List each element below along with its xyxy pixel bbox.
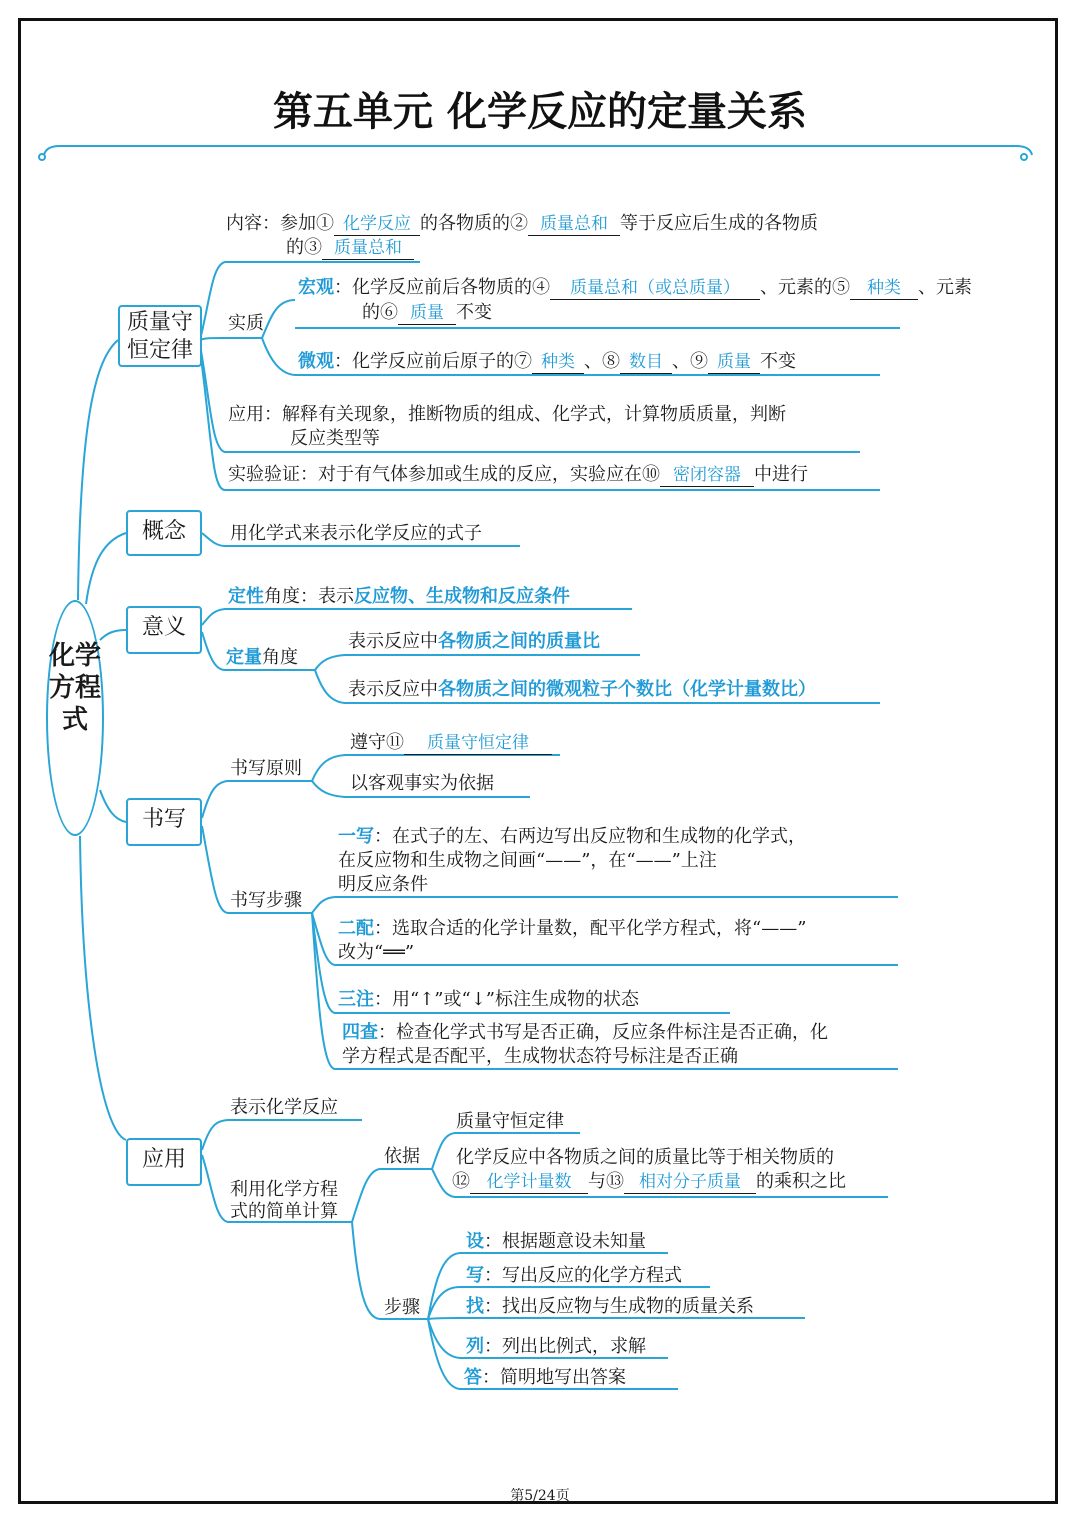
- blank-3: 质量总和: [322, 237, 414, 260]
- node-application: [126, 1138, 202, 1186]
- application-basis-label: 依据: [384, 1146, 420, 1167]
- application-steps-label: 步骤: [384, 1297, 420, 1318]
- writing-p1: 遵守⑪ 质量守恒定律: [350, 731, 552, 755]
- micro-line: 微观：化学反应前后原子的⑦ 种类 、⑧ 数目 、⑨ 质量 不变: [298, 351, 796, 372]
- meaning-q2: 表示反应中各物质之间的微观粒子个数比（化学计量数比）: [348, 679, 816, 700]
- link-essence-macro: [262, 300, 295, 338]
- blank-12: 化学计量数: [470, 1171, 588, 1194]
- link-writing-principle: [202, 781, 312, 818]
- application-b1: 质量守恒定律: [456, 1111, 564, 1132]
- law-experiment: 实验验证：对于有气体参加或生成的反应，实验应在⑩ 密闭容器 中进行: [228, 464, 808, 485]
- writing-s4-line2: 学方程式是否配平，生成物状态符号标注是否正确: [342, 1046, 738, 1067]
- node-writing-label: 书写: [141, 807, 186, 832]
- application-a2-line1: 利用化学方程: [230, 1179, 338, 1200]
- link-center-writing: [100, 790, 126, 822]
- application-st5: 答：简明地写出答案: [464, 1367, 626, 1388]
- application-st3: 找：找出反应物与生成物的质量关系: [466, 1296, 754, 1317]
- application-b2-line1: 化学反应中各物质之间的质量比等于相关物质的: [456, 1147, 834, 1168]
- blank-10: 密闭容器: [660, 464, 754, 487]
- blank-2: 质量总和: [528, 213, 620, 236]
- writing-steps-label: 书写步骤: [230, 890, 302, 911]
- blank-9: 质量: [708, 351, 760, 374]
- title-rule-end-left: [39, 154, 45, 160]
- concept-text: 用化学式来表示化学反应的式子: [230, 523, 482, 544]
- title-rule-end-right: [1021, 154, 1027, 160]
- macro-line2: 的⑥ 质量 不变: [362, 302, 492, 323]
- node-meaning-label: 意义: [141, 615, 186, 640]
- node-concept: [126, 510, 202, 556]
- law-content-line2: 的③ 质量总和: [286, 236, 414, 260]
- blank-8: 数目: [620, 351, 672, 374]
- writing-s2-line2: 改为“══”: [338, 942, 415, 963]
- center-label: 化学方程式: [48, 641, 101, 735]
- node-meaning: [126, 606, 202, 654]
- application-a1: 表示化学反应: [230, 1097, 338, 1118]
- blank-11: 质量守恒定律: [404, 732, 552, 755]
- blank-1: 化学反应: [334, 213, 420, 236]
- meaning-q1: 表示反应中各物质之间的质量比: [348, 631, 600, 652]
- essence-label: 实质: [228, 313, 264, 334]
- application-a2-line2: 式的简单计算: [230, 1201, 338, 1222]
- writing-s1-line1: 一写：在式子的左、右两边写出反应物和生成物的化学式，: [338, 826, 806, 847]
- node-law-label: 质量守恒定律: [126, 310, 193, 363]
- writing-s1-line2: 在反应物和生成物之间画“——”，在“——”上注: [338, 850, 717, 871]
- link-center-meaning: [100, 630, 126, 640]
- center-node: [46, 600, 104, 836]
- blank-5: 种类: [850, 277, 918, 300]
- node-law: [118, 305, 202, 367]
- node-writing: [126, 798, 202, 846]
- writing-principle-label: 书写原则: [230, 758, 302, 779]
- macro-label: 宏观: [298, 277, 334, 298]
- application-st2: 写：写出反应的化学方程式: [466, 1265, 682, 1286]
- law-application-line2: 反应类型等: [290, 428, 380, 449]
- meaning-qualitative: 定性角度：表示反应物、生成物和反应条件: [228, 586, 570, 607]
- page-title: 第五单元 化学反应的定量关系: [273, 89, 807, 135]
- writing-s3: 三注：用“↑”或“↓”标注生成物的状态: [338, 989, 639, 1010]
- link-center-concept: [86, 533, 126, 604]
- blank-4: 质量总和（或总质量）: [550, 277, 760, 300]
- link-meaning-qual: [202, 609, 632, 625]
- writing-p2: 以客观事实为依据: [350, 773, 494, 794]
- link-law-essence: [200, 338, 262, 340]
- node-concept-label: 概念: [141, 519, 186, 544]
- law-content-line1: 内容：参加① 化学反应 的各物质的② 质量总和 等于反应后生成的各物质: [226, 213, 818, 234]
- micro-label: 微观: [298, 351, 334, 372]
- meaning-quantitative: 定量角度: [226, 647, 298, 668]
- writing-s2-line1: 二配：选取合适的化学计量数，配平化学方程式，将“——”: [338, 918, 807, 939]
- blank-6: 质量: [398, 302, 456, 325]
- writing-s4-line1: 四查：检查化学式书写是否正确，反应条件标注是否正确，化: [342, 1022, 828, 1043]
- macro-line1: 宏观：化学反应前后各物质的④ 质量总和（或总质量） 、元素的⑤ 种类 、元素: [298, 277, 972, 298]
- application-b2-line2: ⑫ 化学计量数 与⑬ 相对分子质量 的乘积之比: [452, 1171, 846, 1192]
- blank-7: 种类: [532, 351, 584, 374]
- writing-s1-line3: 明反应条件: [338, 874, 428, 895]
- link-quant-q1: [315, 655, 640, 670]
- law-application-line1: 应用：解释有关现象，推断物质的组成、化学式，计算物质质量，判断: [228, 404, 786, 425]
- link-a2-basis: [352, 1169, 432, 1222]
- title-rule: [44, 146, 1032, 155]
- application-st4: 列：列出比例式，求解: [466, 1336, 646, 1357]
- blank-13: 相对分子质量: [624, 1171, 756, 1194]
- page-number: 第5/24页: [510, 1488, 570, 1504]
- application-st1: 设：根据题意设未知量: [466, 1231, 646, 1252]
- link-steps-s1: [312, 897, 898, 913]
- node-application-label: 应用: [141, 1147, 186, 1172]
- link-app-a1: [202, 1120, 362, 1150]
- link-center-application: [80, 836, 126, 1140]
